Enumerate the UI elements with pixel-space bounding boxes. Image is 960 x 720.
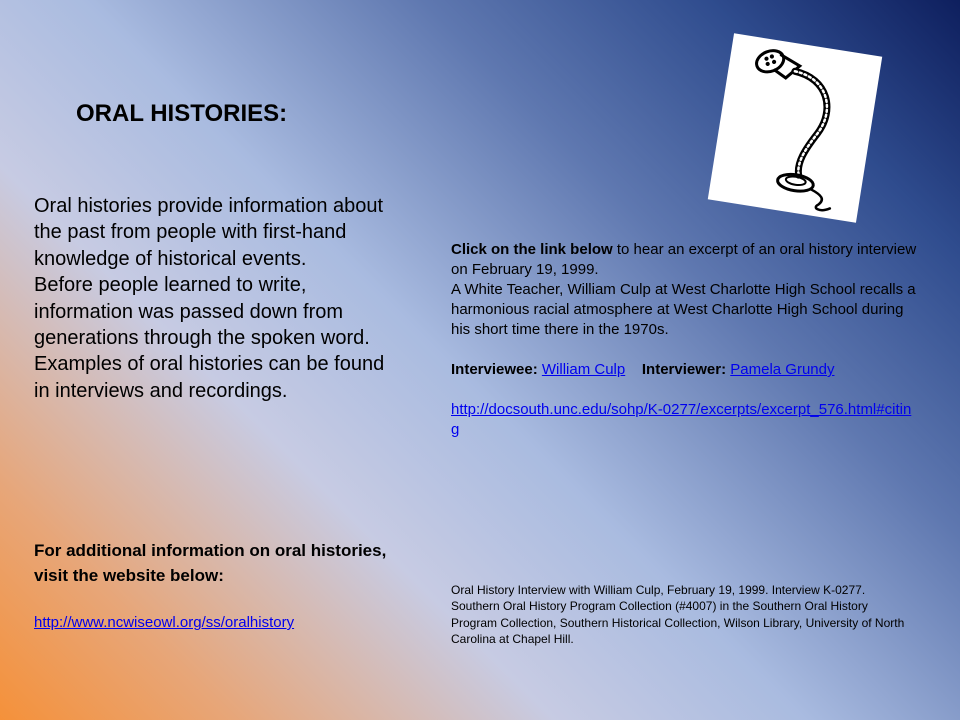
intro-paragraph-2: Before people learned to write, information was passed down from generations through the spoken word. Examples of oral histories can be found in interviews and recordings. [34,274,385,402]
citation-text: Oral History Interview with William Culp, February 19, 1999. Interview K-0277. Southern Oral History Program Collection (#4007) in the Southern Oral History Program Collection, Southern Historical Collection, Wilson Library, University of North Carolina at Chapel Hill. [451,583,905,647]
microphone-picture [708,33,882,222]
interviewer-link[interactable]: Pamela Grundy [730,361,835,378]
ncwiseowl-link[interactable]: http://www.ncwiseowl.org/ss/oralhistory [34,614,295,631]
interviewee-label: Interviewee: [451,361,542,378]
intro-paragraph-1: Oral histories provide information about the past from people with first-hand knowledge of historical events. [34,195,384,270]
excerpt-panel [451,240,917,440]
additional-info-text: For additional information on oral histories, visit the website below: [34,541,387,585]
interviewee-link[interactable]: William Culp [541,361,626,378]
interview-credits [451,360,917,380]
excerpt-intro [451,240,917,280]
excerpt-url-link[interactable]: http://docsouth.unc.edu/sohp/K-0277/excerpts/excerpt_576.html#citing [451,401,912,438]
excerpt-lead-bold: Click on the link below [451,241,613,258]
excerpt-lead-rest: to hear an excerpt of an oral history interview on February 19, 1999. [451,241,917,278]
intro-text [34,193,392,404]
excerpt-description: A White Teacher, William Culp at West Charlotte High School recalls a harmonious racial atmosphere at West Charlotte High School during his short time there in the 1970s. [451,281,916,338]
microphone-icon [708,33,882,222]
interviewer-label: Interviewer: [641,361,731,378]
page-title: ORAL HISTORIES: [76,100,288,127]
